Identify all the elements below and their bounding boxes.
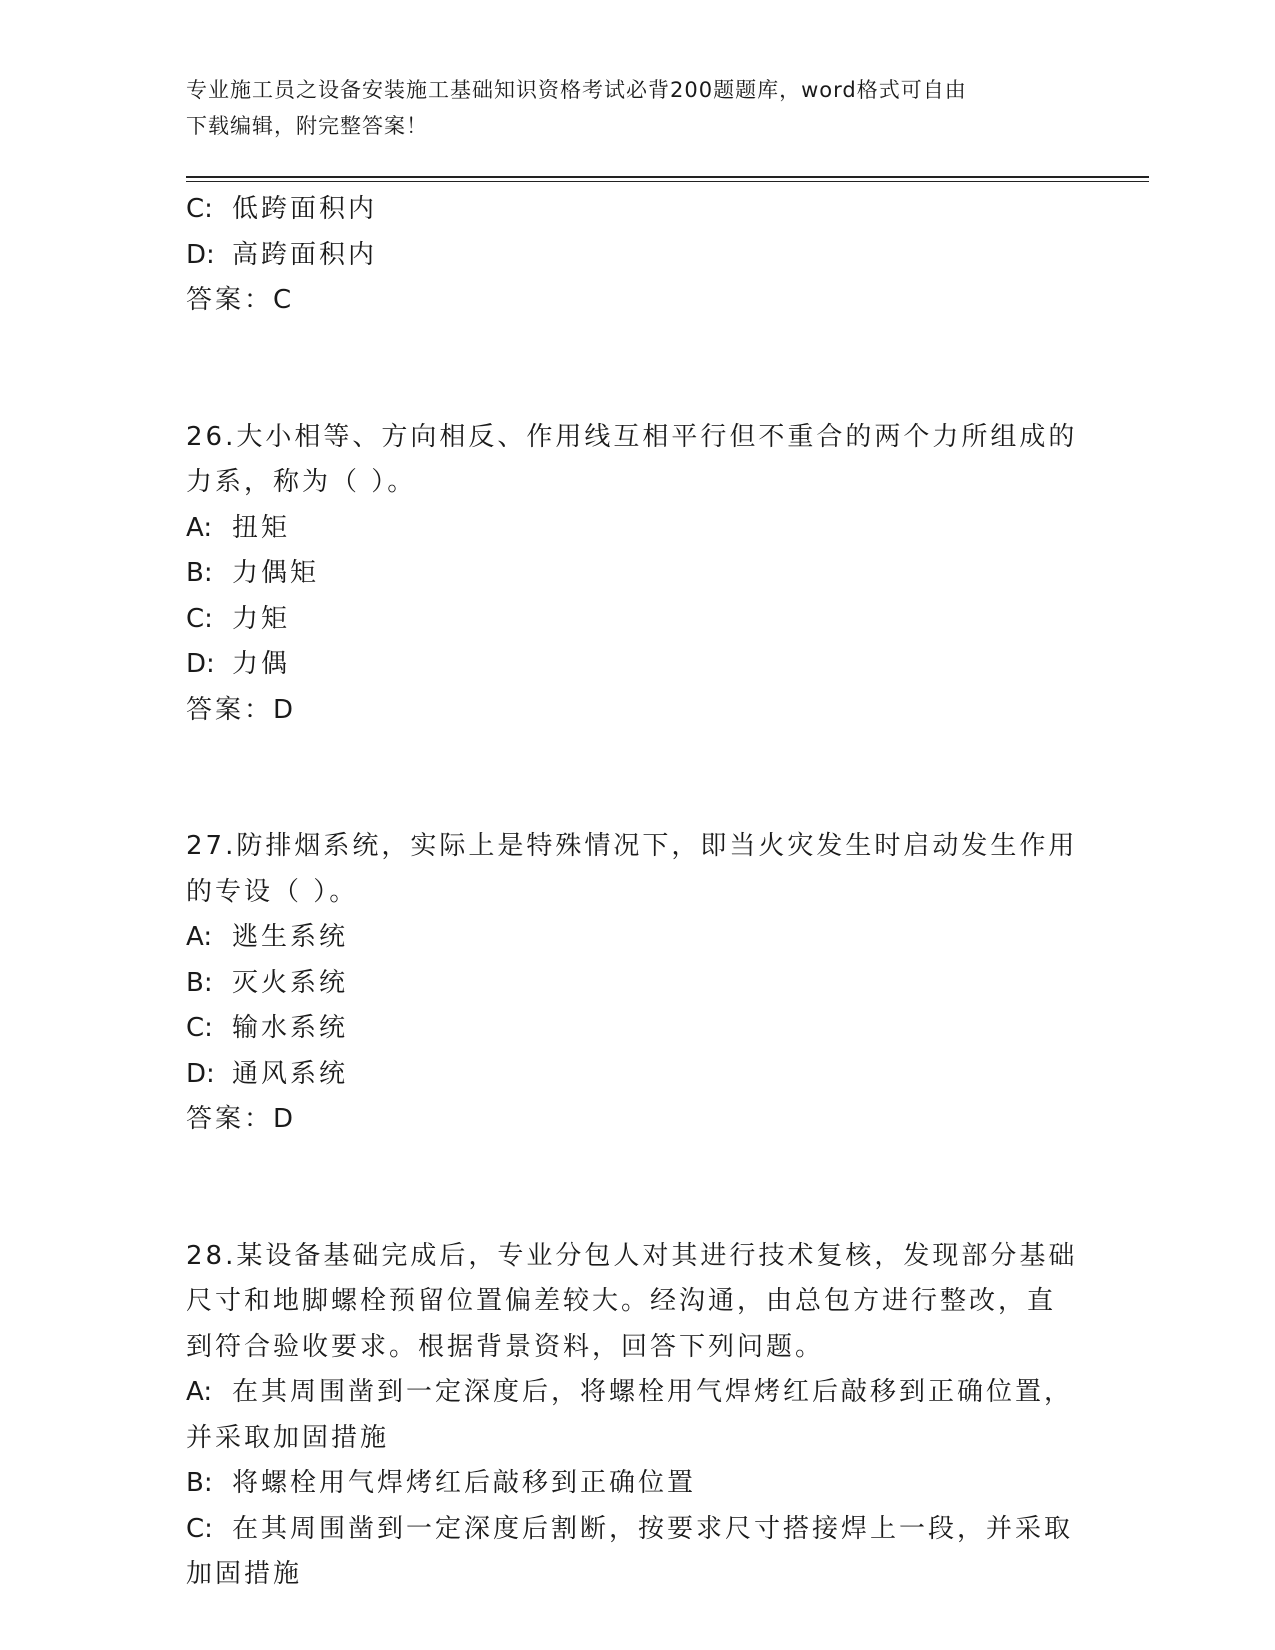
question-stem-line: 28.某设备基础完成后，专业分包人对其进行技术复核，发现部分基础 xyxy=(186,1240,1078,1271)
page-header xyxy=(186,72,1066,144)
question-stem-line: 尺寸和地脚螺栓预留位置偏差较大。经沟通，由总包方进行整改，直 xyxy=(186,1286,1057,1316)
option-d: D: 力偶 xyxy=(186,649,291,679)
question-26 xyxy=(186,415,1086,734)
option-a-continued: 并采取加固措施 xyxy=(186,1422,390,1453)
header-divider-thick xyxy=(186,176,1149,178)
option-a: A: 扭矩 xyxy=(186,512,291,543)
question-stem-line: 力系，称为（ ）。 xyxy=(186,467,417,497)
question-stem-line: 27.防排烟系统，实际上是特殊情况下，即当火灾发生时启动发生作用 xyxy=(186,831,1078,861)
option-c: C: 力矩 xyxy=(186,603,291,634)
option-b: B: 灭火系统 xyxy=(186,967,349,998)
question-stem-line: 的专设（ ）。 xyxy=(186,876,359,907)
option-b: B: 力偶矩 xyxy=(186,558,320,588)
header-divider-thin xyxy=(186,181,1149,182)
question-content xyxy=(186,187,1086,1598)
header-line-2: 下载编辑，附完整答案！ xyxy=(186,114,428,138)
question-stem-line: 26.大小相等、方向相反、作用线互相平行但不重合的两个力所组成的 xyxy=(186,421,1078,452)
question-27 xyxy=(186,824,1086,1143)
option-d: D: 通风系统 xyxy=(186,1058,349,1089)
answer-line: 答案：C xyxy=(186,285,295,315)
option-c: C: 低跨面积内 xyxy=(186,194,378,224)
option-a: A: 逃生系统 xyxy=(186,922,349,952)
question-25-tail xyxy=(186,187,1086,324)
answer-line: 答案：D xyxy=(186,1104,297,1134)
answer-line: 答案：D xyxy=(186,694,297,725)
option-c: C: 输水系统 xyxy=(186,1013,349,1043)
question-28 xyxy=(186,1234,1086,1598)
option-b: B: 将螺栓用气焊烤红后敲移到正确位置 xyxy=(186,1468,697,1498)
header-line-1: 专业施工员之设备安装施工基础知识资格考试必背200题题库，word格式可自由 xyxy=(186,78,967,102)
option-c: C: 在其周围凿到一定深度后割断，按要求尺寸搭接焊上一段，并采取 xyxy=(186,1513,1074,1544)
option-d: D: 高跨面积内 xyxy=(186,239,378,270)
option-c-continued: 加固措施 xyxy=(186,1559,303,1589)
option-a: A: 在其周围凿到一定深度后，将螺栓用气焊烤红后敲移到正确位置， xyxy=(186,1377,1074,1407)
question-stem-line: 到符合验收要求。根据背景资料，回答下列问题。 xyxy=(186,1331,825,1362)
